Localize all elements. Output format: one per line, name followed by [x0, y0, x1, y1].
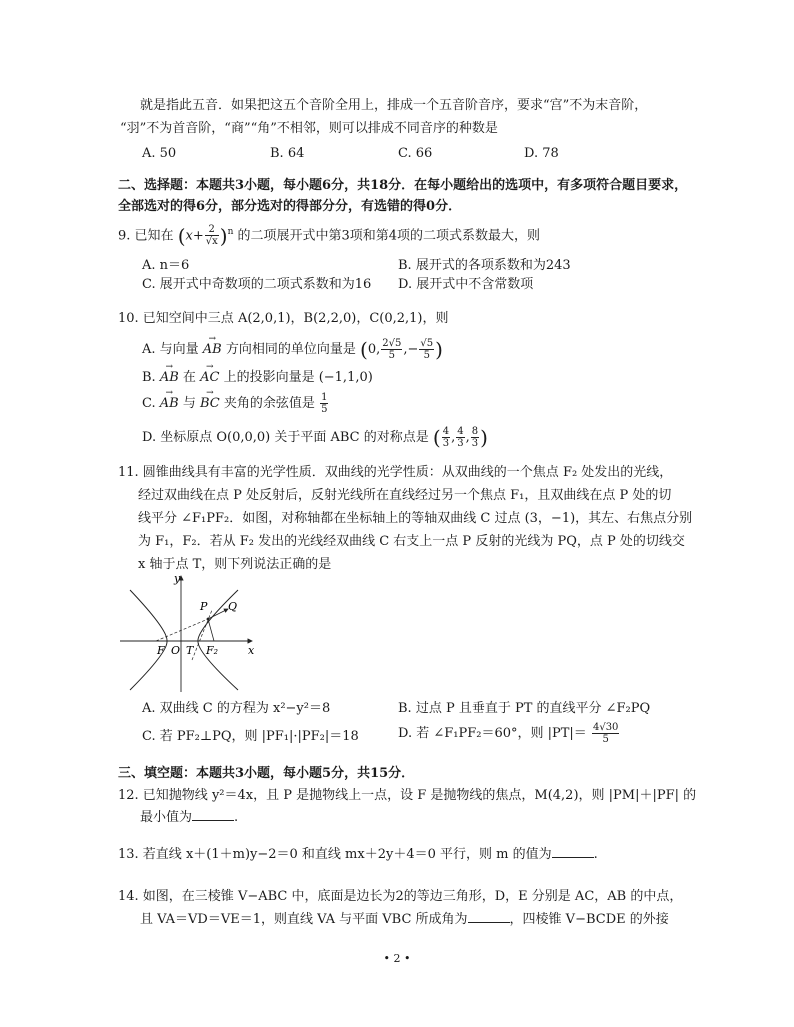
label-q: Q — [228, 600, 238, 613]
label-x: x — [248, 644, 255, 657]
q8-line1: 就是指此五音．如果把这五个音阶全用上，排成一个五音阶音序，要求“宫”不为末音阶， — [140, 98, 648, 113]
q9-option-a: A. n＝6 — [142, 258, 190, 273]
q14-answer-blank[interactable] — [468, 910, 510, 923]
q13-answer-blank[interactable] — [552, 845, 594, 858]
q11-option-b: B. 过点 P 且垂直于 PT 的直线平分 ∠F₂PQ — [398, 701, 651, 716]
q10-stem: 10. 已知空间中三点 A(2,0,1)，B(2,2,0)，C(0,2,1)，则 — [118, 311, 449, 326]
label-t: T — [186, 644, 194, 657]
q11-line5: x 轴于点 T，则下列说法正确的是 — [138, 557, 332, 572]
q11-line2: 经过双曲线在点 P 处反射后，反射光线所在直线经过另一个焦点 F₁，且双曲线在点 P 处的切 — [138, 488, 672, 503]
q10-option-d: D. 坐标原点 O(0,0,0) 关于平面 ABC 的对称点是 ( $\frac{4}{3}$ , $\frac{4}{3}$ , $\frac{8}{3}$ ) — [142, 425, 488, 450]
ray-f2-p — [208, 619, 214, 641]
q11-line1: 11. 圆锥曲线具有丰富的光学性质．双曲线的光学性质：从双曲线的一个焦点 F₂ 处发出的光线， — [118, 465, 673, 480]
q9-number: 9. 已知在 — [118, 228, 174, 244]
label-y: y — [174, 572, 181, 585]
q11-line3: 线平分 ∠F₁PF₂．如图，对称轴都在坐标轴上的等轴双曲线 C 过点 (3，−1)，其左、右焦点分别 — [138, 511, 693, 526]
hyperbola-left-branch — [130, 590, 167, 690]
q9-expr-x: x+ — [185, 228, 204, 244]
q12-line2: 最小值为 . — [140, 810, 239, 825]
page-number: • 2 • — [383, 952, 411, 965]
point-p — [207, 618, 210, 621]
section3-header: 三、填空题：本题共3小题，每小题5分，共15分． — [118, 766, 415, 781]
q8-option-c: C. 66 — [398, 146, 433, 161]
q10-option-c: C. → AB 与 → BC 夹角的余弦值是 $\frac{1}{5}$ — [142, 392, 329, 415]
label-f1: F — [157, 644, 165, 657]
q9-stem-text: 的二项展开式中第3项和第4项的二项式系数最大，则 — [237, 228, 541, 244]
q8-option-a: A. 50 — [142, 146, 177, 161]
q12-answer-blank[interactable] — [192, 808, 234, 821]
q8-option-b: B. 64 — [270, 146, 305, 161]
q9-option-c: C. 展开式中奇数项的二项式系数和为16 — [142, 277, 372, 292]
q8-option-d: D. 78 — [524, 146, 559, 161]
q9-fraction: $\frac{2}{√x}$ — [205, 224, 218, 248]
label-f2: F₂ — [206, 644, 219, 657]
q9-exponent: n — [227, 227, 234, 237]
ray-f1-p — [156, 619, 208, 641]
q14-line2: 且 VA＝VD＝VE＝1，则直线 VA 与平面 VBC 所成角为 ，四棱锥 V−BCDE 的外接 — [140, 912, 669, 927]
label-o: O — [171, 644, 181, 657]
label-p: P — [200, 600, 208, 613]
q13-line: 13. 若直线 x＋(1＋m)y−2＝0 和直线 mx＋2y＋4＝0 平行，则 m 的值为 . — [118, 847, 598, 862]
hyperbola-figure — [120, 570, 260, 695]
section2-header-line1: 二、选择题：本题共3小题，每小题6分，共18分．在每小题给出的选项中，有多项符合题目要求， — [118, 178, 688, 193]
q8-line2: “羽”不为首音阶，“商”“角”不相邻，则可以排成不同音序的种数是 — [120, 121, 498, 136]
q10-option-a: A. 与向量 → AB 方向相同的单位向量是 (0, $\frac{2√5}{5}$ ,− $\frac{√5}{5}$ ) — [142, 338, 443, 361]
q9-stem: 9. 已知在 (x+ $\frac{2}{√x}$ )$^n$ 的二项展开式中第3项和第4项的二项式系数最大，则 — [118, 223, 541, 248]
q14-line1: 14. 如图，在三棱锥 V−ABC 中，底面是边长为2的等边三角形，D，E 分别是 AC，AB 的中点， — [118, 889, 683, 904]
q11-option-a: A. 双曲线 C 的方程为 x²−y²＝8 — [142, 701, 331, 716]
q9-option-d: D. 展开式中不含常数项 — [398, 277, 534, 292]
q9-option-b: B. 展开式的各项系数和为243 — [398, 258, 571, 273]
q12-line1: 12. 已知抛物线 y²＝4x，且 P 是抛物线上一点，设 F 是抛物线的焦点，M(4,2)，则 |PM|＋|PF| 的 — [118, 788, 697, 803]
q11-line4: 为 F₁，F₂．若从 F₂ 发出的光线经双曲线 C 右支上一点 P 反射的光线为 PQ，点 P 处的切线交 — [138, 534, 685, 549]
section2-header-line2: 全部选对的得6分，部分选对的得部分分，有选错的得0分． — [118, 199, 462, 214]
q11-option-c: C. 若 PF₂⊥PQ，则 |PF₁|·|PF₂|＝18 — [142, 729, 359, 744]
q10-option-b: B. → AB 在 → AC 上的投影向量是 (−1,1,0) — [142, 368, 373, 388]
q11-option-d: D. 若 ∠F₁PF₂＝60°，则 |PT|＝ $\frac{4√30}{5}$ — [398, 722, 619, 745]
